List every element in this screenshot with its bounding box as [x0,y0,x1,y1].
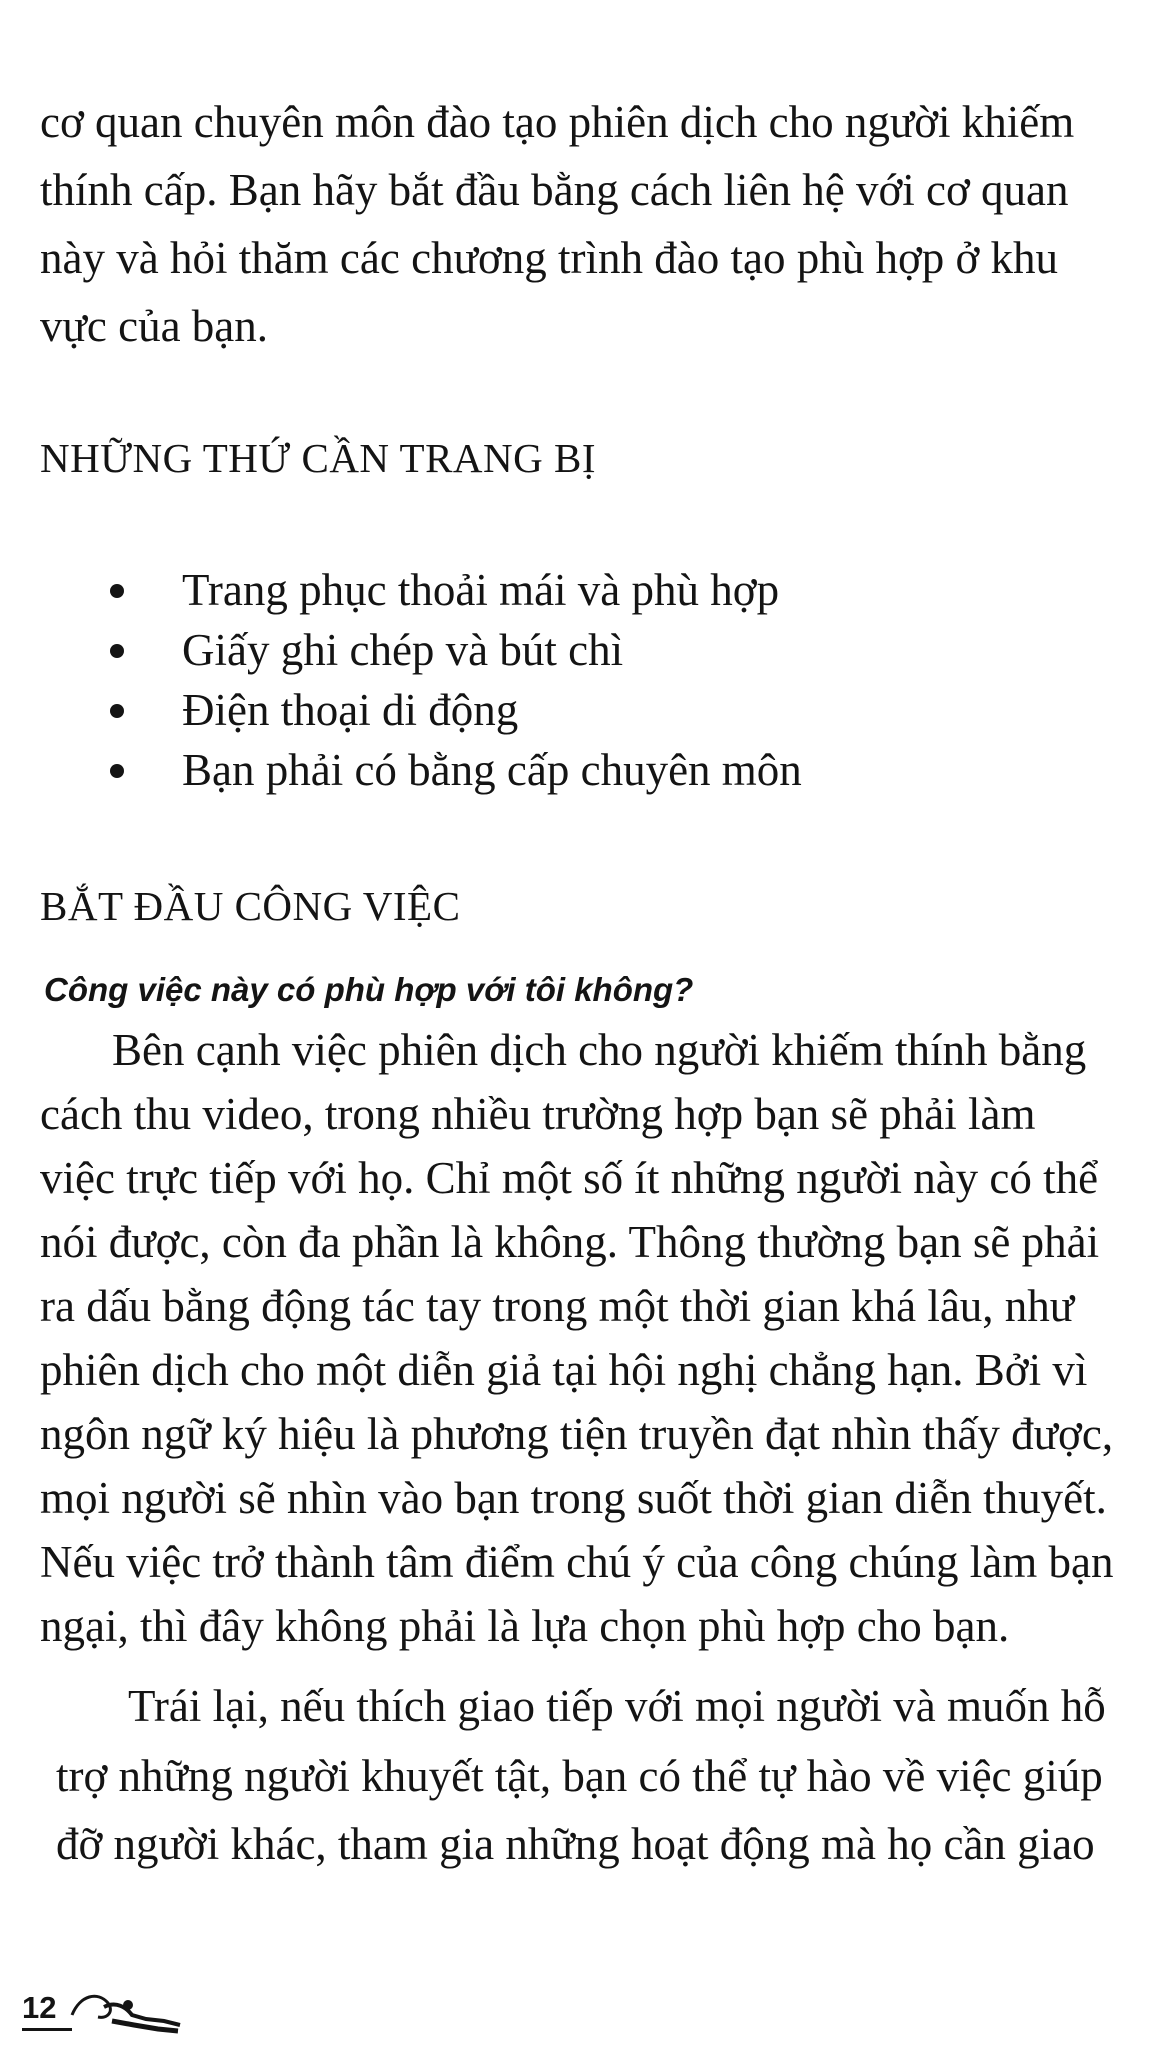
page-number: 12 [22,1990,57,2025]
body-line: việc trực tiếp với họ. Chỉ một số ít những người này có thể [40,1153,1099,1203]
body-line: ngại, thì đây không phải là lựa chọn phù hợp cho bạn. [40,1601,1010,1651]
body-line: cách thu video, trong nhiều trường hợp bạn sẽ phải làm [40,1089,1036,1139]
bullet-icon [110,764,124,778]
equipment-item-text: Bạn phải có bằng cấp chuyên môn [182,745,802,795]
equipment-list-item [110,740,802,800]
intro-line: cơ quan chuyên môn đào tạo phiên dịch cho người khiếm [40,97,1075,147]
body-line: đỡ người khác, tham gia những hoạt động mà họ cần giao [56,1819,1095,1869]
equipment-list-item [110,680,518,740]
equipment-item-text: Giấy ghi chép và bút chì [182,625,624,675]
bullet-icon [110,704,124,718]
section-heading-equipment: NHỮNG THỨ CẦN TRANG BỊ [40,435,597,481]
intro-line: này và hỏi thăm các chương trình đào tạo phù hợp ở khu [40,233,1059,283]
section-heading-start: BẮT ĐẦU CÔNG VIỆC [40,883,461,929]
footer-rule [22,2028,72,2031]
bullet-icon [110,644,124,658]
intro-line: thính cấp. Bạn hãy bắt đầu bằng cách liên hệ với cơ quan [40,165,1069,215]
equipment-item-text: Điện thoại di động [182,685,519,735]
body-line: Bên cạnh việc phiên dịch cho người khiếm thính bằng [112,1025,1087,1075]
body-line: ngôn ngữ ký hiệu là phương tiện truyền đạt nhìn thấy được, [40,1409,1114,1459]
equipment-list-item [110,560,779,620]
equipment-item-text: Trang phục thoải mái và phù hợp [182,565,780,615]
figure-ornament-icon [68,1985,188,2035]
equipment-list-item [110,620,623,680]
intro-line: vực của bạn. [40,301,269,351]
bullet-icon [110,584,124,598]
section-subtitle: Công việc này có phù hợp với tôi không? [44,971,694,1008]
body-line: mọi người sẽ nhìn vào bạn trong suốt thời gian diễn thuyết. [40,1473,1107,1523]
body-line: phiên dịch cho một diễn giả tại hội nghị chẳng hạn. Bởi vì [40,1345,1088,1395]
body-line: ra dấu bằng động tác tay trong một thời gian khá lâu, như [40,1281,1075,1331]
body-line: Trái lại, nếu thích giao tiếp với mọi người và muốn hỗ [128,1681,1106,1731]
body-line: Nếu việc trở thành tâm điểm chú ý của công chúng làm bạn [40,1537,1114,1587]
body-line: trợ những người khuyết tật, bạn có thể tự hào về việc giúp [56,1751,1103,1801]
body-line: nói được, còn đa phần là không. Thông thường bạn sẽ phải [40,1217,1100,1267]
